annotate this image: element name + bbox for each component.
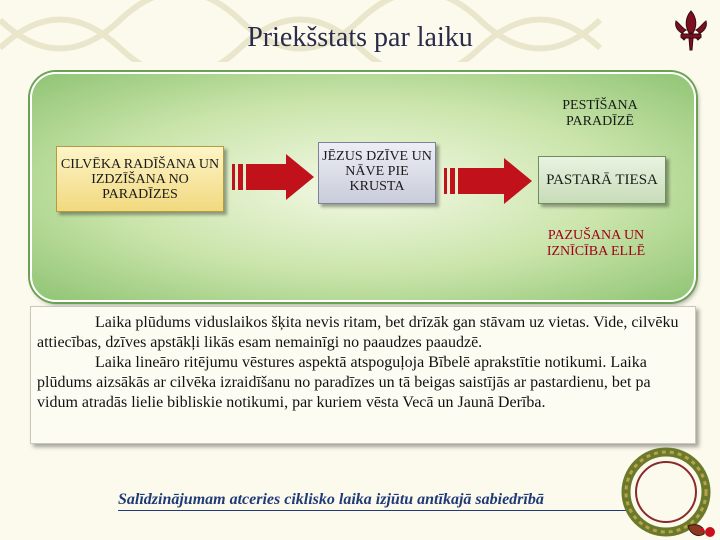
arrow-right-icon [444,156,534,206]
hell-label: PAZUŠANA UN IZNĪCĪBA ELLĒ [546,228,646,259]
last-judgment-box-text: PASTARĀ TIESA [546,171,658,188]
jesus-life-box-text: JĒZUS DZĪVE UN NĀVE PIE KRUSTA [322,149,432,194]
comparison-caption: Salīdzinājumam atceries ciklisko laika izjūtu antīkajā sabiedrībā [118,490,628,511]
ouroboros-icon [614,438,718,540]
fleur-de-lis-icon [668,8,714,54]
arrow-right-icon [232,152,316,202]
description-paragraph-1: Laika plūdums viduslaikos šķita nevis ritam, bet drīzāk gan stāvam uz vietas. Vide, cilvēku attiecības, dzīves apstākļi likās esam nemainīgi no paaudzes paaudzē. [37,314,679,351]
description-text-box [30,306,696,444]
heaven-label: PESTĪŠANA PARADĪZĒ [562,98,638,129]
creation-box-text: CILVĒKA RADĪŠANA UN IZDZĪŠANA NO PARADĪZES [60,156,220,202]
last-judgment-box [538,156,666,204]
creation-box [56,146,224,212]
description-paragraph-2: Laika lineāro ritējumu vēstures aspektā atspoguļoja Bībelē aprakstītie notikumi. Laika plūdums aizsākās ar cilvēka izraidīšanu no paradīzes un tā beigas saistījās ar pastardienu, bet pa vidum atradās lielie bibliskie notikumi, par kuriem vēsta Vecā un Jaunā Derība. [37,354,651,411]
page-title: Priekšstats par laiku [247,22,473,53]
jesus-life-box [318,142,436,204]
